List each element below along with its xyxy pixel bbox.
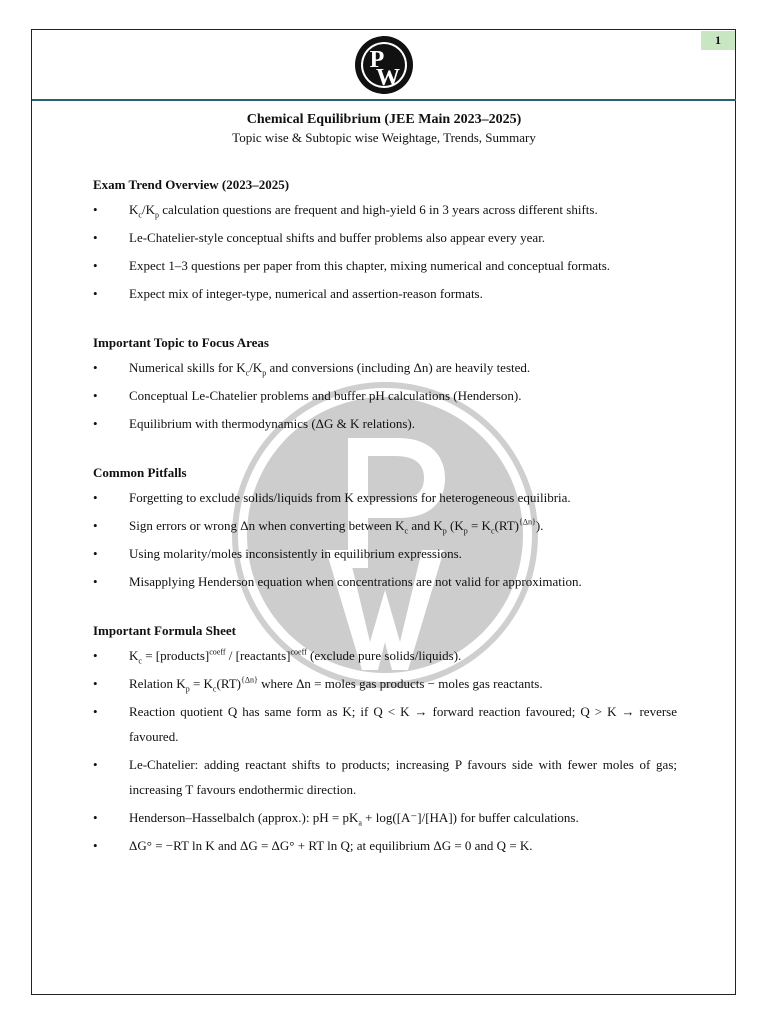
section-formula-sheet xyxy=(93,622,677,858)
subscript: c xyxy=(138,210,142,220)
list-item: • Henderson–Hasselbalch (approx.): pH = $pK_a + \log([A^-]/[HA])$ for buffer calculations. xyxy=(93,805,677,830)
list-item: • Misapplying Henderson equation when concentrations are not valid for approximation. xyxy=(93,569,677,594)
section-focus-areas xyxy=(93,334,677,436)
list-item: • Numerical skills for $K_c/K_p$ and conversions (including Δn) are heavily tested. xyxy=(93,355,677,380)
superscript: coeff xyxy=(290,647,307,657)
list-item: • Expect mix of integer-type, numerical and assertion-reason formats. xyxy=(93,281,677,306)
page-number: 1 xyxy=(701,31,735,50)
svg-text:W: W xyxy=(376,65,400,91)
list-item: • Le-Chatelier-style conceptual shifts and buffer problems also appear every year. xyxy=(93,225,677,250)
subscript: c xyxy=(245,368,250,378)
subscript: c xyxy=(138,656,142,666)
bullet-list xyxy=(93,197,677,306)
superscript: {Δn} xyxy=(519,517,536,527)
document-body xyxy=(32,101,736,858)
list-item: • Relation $K_p = K_c(RT)^{\{\Delta n\}}$ where Δn = moles gas products − moles gas reactants. xyxy=(93,671,677,696)
pw-logo-icon xyxy=(352,35,416,95)
subscript: p xyxy=(442,526,447,536)
subscript: p xyxy=(154,210,159,220)
section-heading: Exam Trend Overview (2023–2025) xyxy=(93,177,290,192)
list-item: • Reaction quotient Q has same form as K; if Q < K → forward reaction favoured; Q > K → reverse favoured. xyxy=(93,699,677,749)
document-subtitle: Topic wise & Subtopic wise Weightage, Trends, Summary xyxy=(232,130,536,145)
section-heading: Common Pitfalls xyxy=(93,465,187,480)
list-item: • Expect 1–3 questions per paper from this chapter, mixing numerical and conceptual formats. xyxy=(93,253,677,278)
section-common-pitfalls xyxy=(93,464,677,594)
section-heading: Important Formula Sheet xyxy=(93,623,236,638)
subscript: p xyxy=(463,526,468,536)
bullet-list xyxy=(93,643,677,858)
bullet-list xyxy=(93,355,677,436)
section-exam-trend xyxy=(93,176,677,306)
list-item: • Forgetting to exclude solids/liquids from K expressions for heterogeneous equilibria. xyxy=(93,485,677,510)
subscript: p xyxy=(185,684,190,694)
list-item: • Sign errors or wrong Δn when converting between $K_c$ and $K_p$ $(K_p = K_c(RT)^{\{\Delta n\}})$. xyxy=(93,513,677,538)
list-item: • Using molarity/moles inconsistently in equilibrium expressions. xyxy=(93,541,677,566)
svg-text:P: P xyxy=(369,47,385,73)
section-heading: Important Topic to Focus Areas xyxy=(93,335,269,350)
list-item: • $K_c/K_p$ calculation questions are frequent and high-yield 6 in 3 years across different shifts. xyxy=(93,197,677,222)
subscript: a xyxy=(358,818,362,828)
list-item: • $K_c$ = [products]$^{coeff}$ / [reactants]$^{coeff}$ (exclude pure solids/liquids). xyxy=(93,643,677,668)
document-title: Chemical Equilibrium (JEE Main 2023–2025) xyxy=(246,112,522,127)
subscript: p xyxy=(262,368,267,378)
subscript: c xyxy=(490,526,495,536)
superscript: coeff xyxy=(209,647,226,657)
title-block xyxy=(32,111,736,147)
list-item: • Le-Chatelier: adding reactant shifts to products; increasing P favours side with fewer moles of gas; increasing T favours endothermic direction. xyxy=(93,752,677,802)
subscript: c xyxy=(404,526,409,536)
subscript: c xyxy=(212,684,217,694)
list-item: • Conceptual Le-Chatelier problems and buffer pH calculations (Henderson). xyxy=(93,383,677,408)
list-item: • Equilibrium with thermodynamics (ΔG & K relations). xyxy=(93,411,677,436)
list-item: • ΔG° = −RT ln K and ΔG = ΔG° + RT ln Q; at equilibrium ΔG = 0 and Q = K. xyxy=(93,833,677,858)
superscript: {Δn} xyxy=(240,675,258,685)
bullet-list xyxy=(93,485,677,594)
